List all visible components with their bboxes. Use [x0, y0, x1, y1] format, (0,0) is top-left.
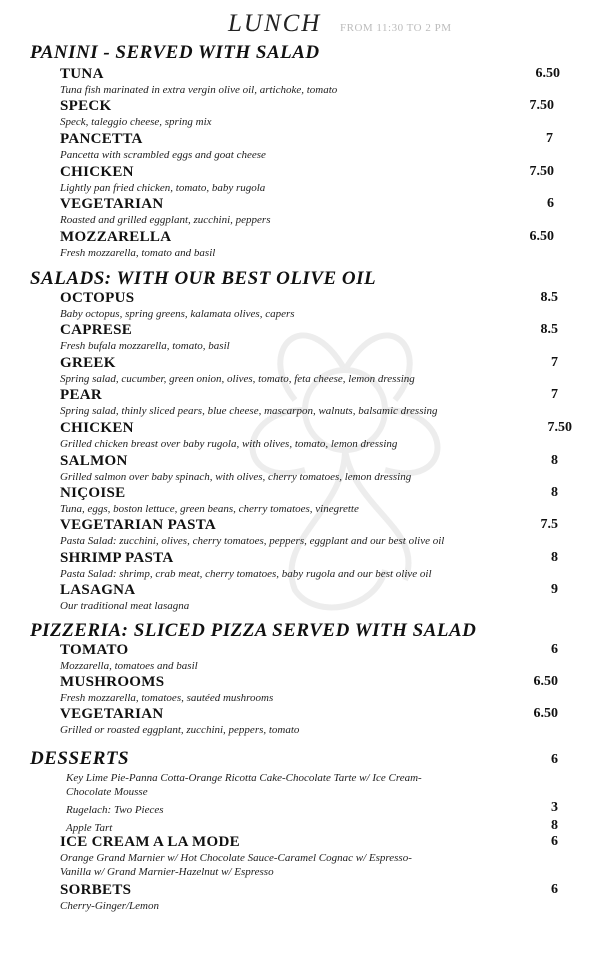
item-price: 8.5	[540, 322, 558, 337]
item-description: Grilled salmon over baby spinach, with olives, cherry tomatoes, lemon dressing	[60, 471, 412, 483]
item-description: Spring salad, thinly sliced pears, blue cheese, mascarpon, walnuts, balsamic dressing	[60, 405, 438, 417]
item-name: GREEK	[60, 355, 116, 371]
item-description: Fresh mozzarella, tomatoes, sautéed mushrooms	[60, 692, 274, 704]
item-price: 6.50	[533, 706, 558, 721]
item-price: 6	[551, 642, 558, 657]
item-description: Pancetta with scrambled eggs and goat cheese	[60, 149, 266, 161]
item-price: 8.5	[540, 290, 558, 305]
item-description: Pasta Salad: zucchini, olives, cherry tomatoes, peppers, eggplant and our best olive oil	[60, 535, 445, 547]
item-name: NIÇOISE	[60, 485, 126, 501]
item-name: VEGETARIAN	[60, 196, 164, 212]
item-name: VEGETARIAN PASTA	[60, 517, 217, 533]
item-price: 6	[551, 834, 558, 849]
item-description: Fresh mozzarella, tomato and basil	[60, 247, 216, 259]
item-description: Baby octopus, spring greens, kalamata olives, capers	[60, 308, 295, 320]
item-name: OCTOPUS	[60, 290, 135, 306]
item-name: VEGETARIAN	[60, 706, 164, 722]
item-price: 9	[551, 582, 558, 597]
item-name: CAPRESE	[60, 322, 133, 338]
item-price: 8	[551, 453, 558, 468]
section-title-desserts: DESSERTS	[30, 748, 130, 769]
item-description: Lightly pan fried chicken, tomato, baby rugola	[60, 182, 266, 194]
item-price: 8	[551, 818, 558, 833]
dessert-list-line: Chocolate Mousse	[66, 786, 148, 798]
item-description: Cherry-Ginger/Lemon	[60, 900, 159, 912]
item-name: SORBETS	[60, 882, 132, 898]
item-price: 6	[547, 196, 554, 211]
section-title-pizzeria: PIZZERIA: SLICED PIZZA SERVED WITH SALAD	[30, 620, 477, 641]
item-price: 7	[546, 131, 553, 146]
item-price: 7	[551, 387, 558, 402]
item-description: Fresh bufala mozzarella, tomato, basil	[60, 340, 230, 352]
dessert-rugelach: Rugelach: Two Pieces	[66, 804, 164, 816]
item-price: 7.50	[529, 98, 554, 113]
item-description: Spring salad, cucumber, green onion, olives, tomato, feta cheese, lemon dressing	[60, 373, 415, 385]
item-name: PEAR	[60, 387, 103, 403]
dessert-apple-tart: Apple Tart	[66, 822, 113, 834]
item-name: TOMATO	[60, 642, 129, 658]
item-price: 7	[551, 355, 558, 370]
item-description: Mozzarella, tomatoes and basil	[60, 660, 198, 672]
item-price: 6	[551, 882, 558, 897]
item-description: Pasta Salad: shrimp, crab meat, cherry tomatoes, baby rugola and our best olive oil	[60, 568, 432, 580]
item-name: MUSHROOMS	[60, 674, 165, 690]
item-description: Roasted and grilled eggplant, zucchini, peppers	[60, 214, 271, 226]
item-description: Tuna fish marinated in extra vergin olive oil, artichoke, tomato	[60, 84, 338, 96]
item-name: SHRIMP PASTA	[60, 550, 174, 566]
item-name: CHICKEN	[60, 164, 134, 180]
item-price: 6	[551, 752, 558, 767]
item-description: Tuna, eggs, boston lettuce, green beans, cherry tomatoes, vinegrette	[60, 503, 359, 515]
item-description: Vanilla w/ Grand Marnier-Hazelnut w/ Espresso	[60, 866, 274, 878]
item-description: Orange Grand Marnier w/ Hot Chocolate Sauce-Caramel Cognac w/ Espresso-	[60, 852, 412, 864]
item-name: ICE CREAM A LA MODE	[60, 834, 240, 850]
section-title-panini: PANINI - SERVED WITH SALAD	[30, 42, 320, 63]
item-name: MOZZARELLA	[60, 229, 172, 245]
item-price: 3	[551, 800, 558, 815]
item-description: Grilled or roasted eggplant, zucchini, peppers, tomato	[60, 724, 300, 736]
item-name: LASAGNA	[60, 582, 136, 598]
menu-title: LUNCH	[228, 10, 322, 37]
item-price: 7.50	[529, 164, 554, 179]
item-description: Speck, taleggio cheese, spring mix	[60, 116, 212, 128]
item-price: 6.50	[533, 674, 558, 689]
item-name: PANCETTA	[60, 131, 143, 147]
section-title-salads: SALADS: WITH OUR BEST OLIVE OIL	[30, 268, 377, 289]
item-name: SPECK	[60, 98, 112, 114]
item-name: SALMON	[60, 453, 128, 469]
item-name: TUNA	[60, 66, 104, 82]
item-price: 7.5	[540, 517, 558, 532]
item-price: 8	[551, 550, 558, 565]
menu-hours: FROM 11:30 TO 2 PM	[340, 22, 452, 34]
item-price: 6.50	[529, 229, 554, 244]
item-price: 6.50	[535, 66, 560, 81]
dessert-list-line: Key Lime Pie-Panna Cotta-Orange Ricotta Cake-Chocolate Tarte w/ Ice Cream-	[66, 772, 422, 784]
item-description: Grilled chicken breast over baby rugola, with olives, tomato, lemon dressing	[60, 438, 398, 450]
item-price: 7.50	[547, 420, 572, 435]
item-name: CHICKEN	[60, 420, 134, 436]
item-price: 8	[551, 485, 558, 500]
item-description: Our traditional meat lasagna	[60, 600, 190, 612]
